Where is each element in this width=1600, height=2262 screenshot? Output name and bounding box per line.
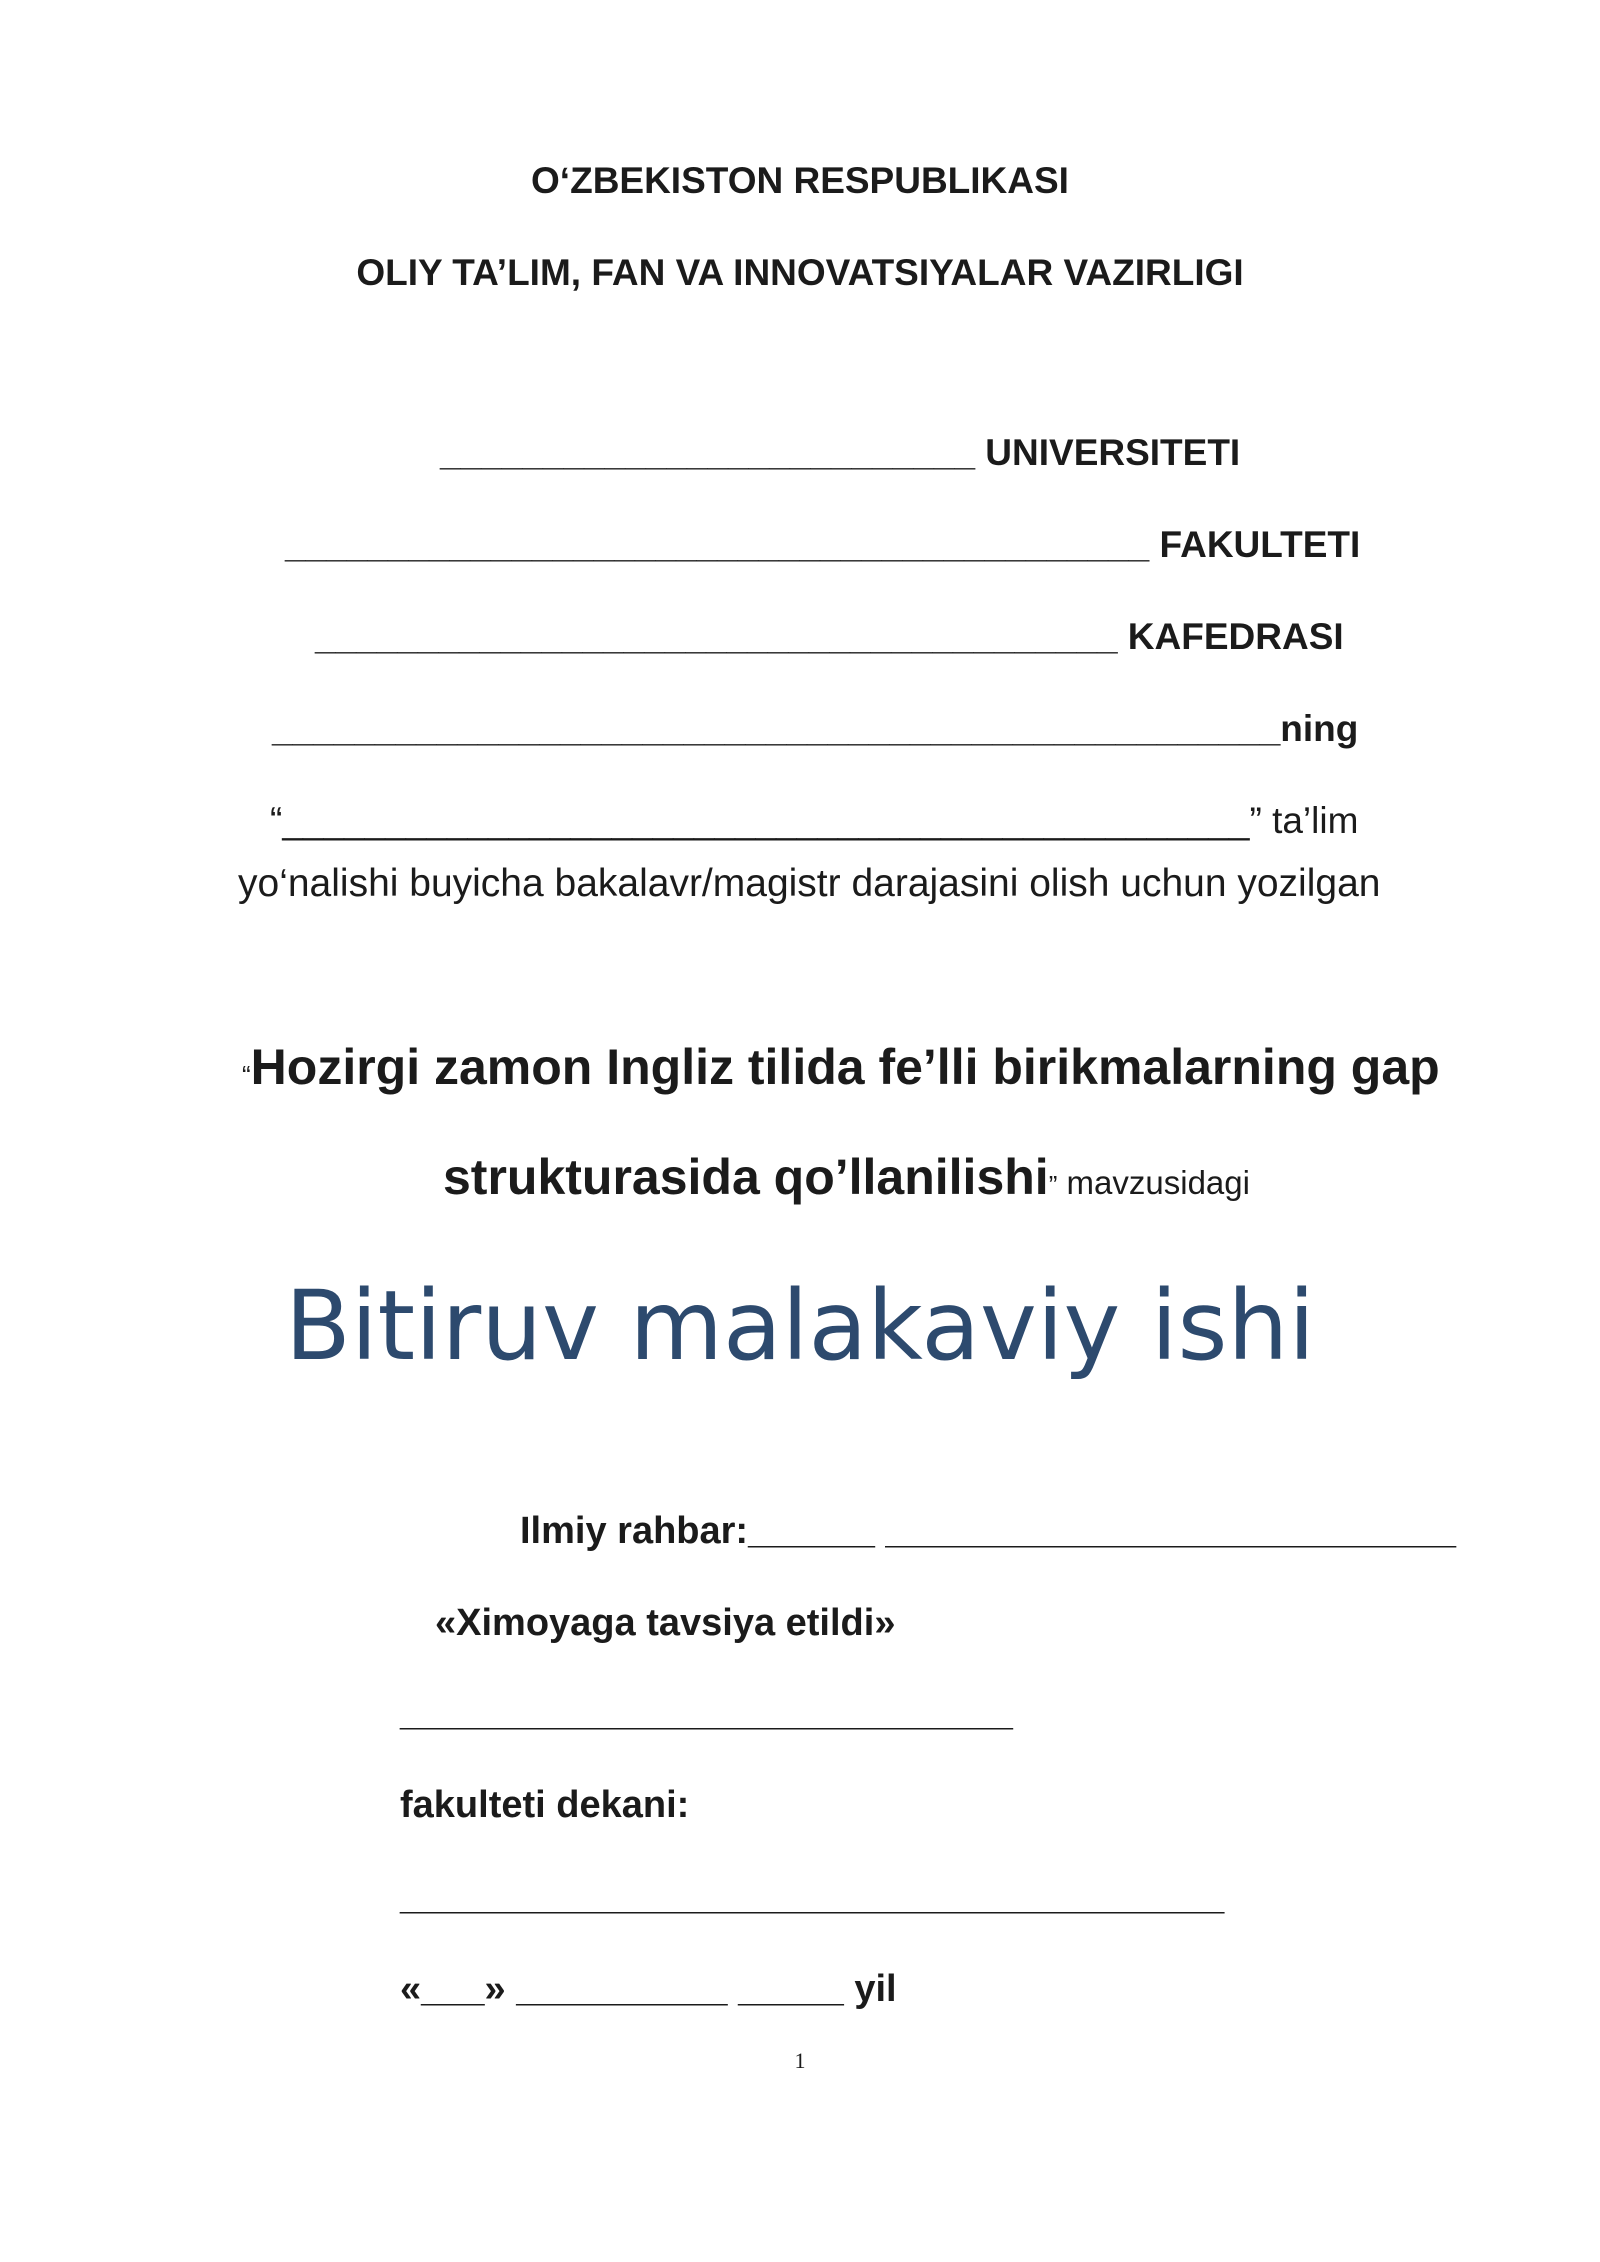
topic-line-1 xyxy=(242,1038,1440,1096)
defense-recommendation: «Ximoyaga tavsiya etildi» xyxy=(435,1602,896,1644)
ministry-name: OLIY TA’LIM, FAN VA INNOVATSIYALAR VAZIRLIGI xyxy=(356,252,1244,293)
dean-name-blank: _______________________________________ xyxy=(400,1876,1225,1918)
topic-line-2 xyxy=(443,1148,1250,1206)
university-field: __________________________ UNIVERSITETI xyxy=(440,432,1241,473)
document-title: Bitiruv malakaviy ishi xyxy=(284,1270,1316,1382)
direction-field: “_______________________________________________” ta’lim xyxy=(270,800,1359,841)
supervisor-field: Ilmiy rahbar:______ ___________________________ xyxy=(520,1510,1457,1552)
faculty-field: __________________________________________ FAKULTETI xyxy=(285,524,1361,565)
topic-text-2: strukturasida qo’llanilishi xyxy=(443,1149,1049,1205)
topic-text-1: Hozirgi zamon Ingliz tilida fe’lli birikmalarning gap xyxy=(250,1039,1440,1095)
topic-suffix: mavzusidagi xyxy=(1057,1164,1250,1201)
dean-label: fakulteti dekani: xyxy=(400,1784,690,1826)
topic-close-quote: ” xyxy=(1048,1170,1058,1200)
direction-description: yo‘nalishi buyicha bakalavr/magistr darajasini olish uchun yozilgan xyxy=(238,862,1381,905)
topic-open-quote: “ xyxy=(242,1060,251,1090)
page-number: 1 xyxy=(794,2048,806,2073)
student-field: _________________________________________________ning xyxy=(272,708,1359,749)
date-field: «___» __________ _____ yil xyxy=(400,1968,897,2010)
department-field: _______________________________________ KAFEDRASI xyxy=(315,616,1344,657)
ministry-country: O‘ZBEKISTON RESPUBLIKASI xyxy=(531,160,1069,201)
dean-faculty-blank: _____________________________ xyxy=(400,1692,1013,1734)
